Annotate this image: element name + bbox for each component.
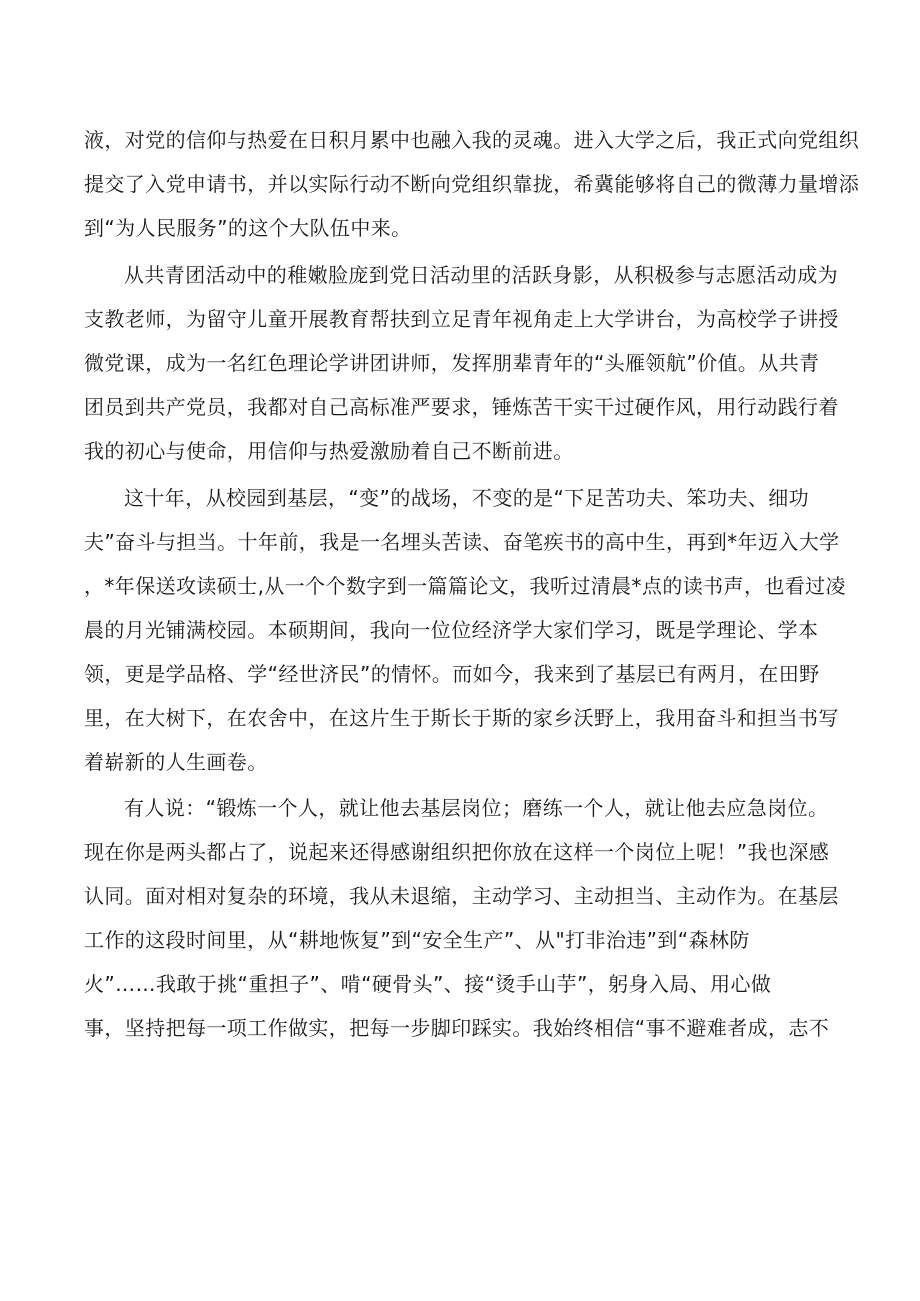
text-line: 晨的月光铺满校园。本硕期间，我向一位位经济学大家们学习，既是学理论、学本: [84, 618, 819, 642]
text-line: 从共青团活动中的稚嫩脸庞到党日活动里的活跃身影，从积极参与志愿活动成为: [124, 263, 838, 287]
text-line: 领，更是学品格、学“经世济民”的情怀。而如今，我来到了基层已有两月，在田野: [84, 662, 820, 686]
text-line: 认同。面对相对复杂的环境，我从未退缩，主动学习、主动担当、主动作为。在基层: [84, 884, 839, 908]
text-line: 工作的这段时间里，从“耕地恢复”到“安全生产”、从"打非治违”到“森林防: [84, 928, 750, 952]
text-line: 夫”奋斗与担当。十年前，我是一名埋头苦读、奋笔疾书的高中生，再到*年迈入大学: [84, 530, 840, 554]
text-line: 这十年，从校园到基层，“变”的战场，不变的是“下足苦功夫、笨功夫、细功: [124, 486, 810, 510]
text-line: ，*年保送攻读硕士,从一个个数字到一篇篇论文，我听过清晨*点的读书声，也看过凌: [84, 574, 846, 598]
text-line: 支教老师，为留守儿童开展教育帮扶到立足青年视角走上大学讲台，为高校学子讲授: [84, 307, 839, 331]
text-line: 到“为人民服务”的这个大队伍中来。: [84, 216, 412, 240]
text-line: 我的初心与使命，用信仰与热爱激励着自己不断前进。: [84, 439, 574, 463]
text-line: 提交了入党申请书，并以实际行动不断向党组织靠拢，希冀能够将自己的微薄力量增添: [84, 172, 860, 196]
text-line: 着崭新的人生画卷。: [84, 750, 268, 774]
text-line: 液，对党的信仰与热爱在日积月累中也融入我的灵魂。进入大学之后，我正式向党组织: [84, 128, 860, 152]
text-line: 火”……我敢于挑“重担子”、啃“硬骨头”、接“烫手山芋”，躬身入局、用心做: [84, 972, 772, 996]
text-line: 事，坚持把每一项工作做实，把每一步脚印踩实。我始终相信“事不避难者成，志不: [84, 1016, 830, 1040]
text-line: 现在你是两头都占了，说起来还得感谢组织把你放在这样一个岗位上呢！”我也深感: [84, 840, 830, 864]
text-line: 团员到共产党员，我都对自己高标准严要求，锤炼苦干实干过硬作风，用行动践行着: [84, 395, 839, 419]
text-line: 有人说：“锻炼一个人，就让他去基层岗位；磨练一个人，就让他去应急岗位。: [124, 796, 829, 820]
text-line: 微党课，成为一名红色理论学讲团讲师，发挥朋辈青年的“头雁领航”价值。从共青: [84, 351, 820, 375]
text-line: 里，在大树下，在农舍中，在这片生于斯长于斯的家乡沃野上，我用奋斗和担当书写: [84, 706, 839, 730]
